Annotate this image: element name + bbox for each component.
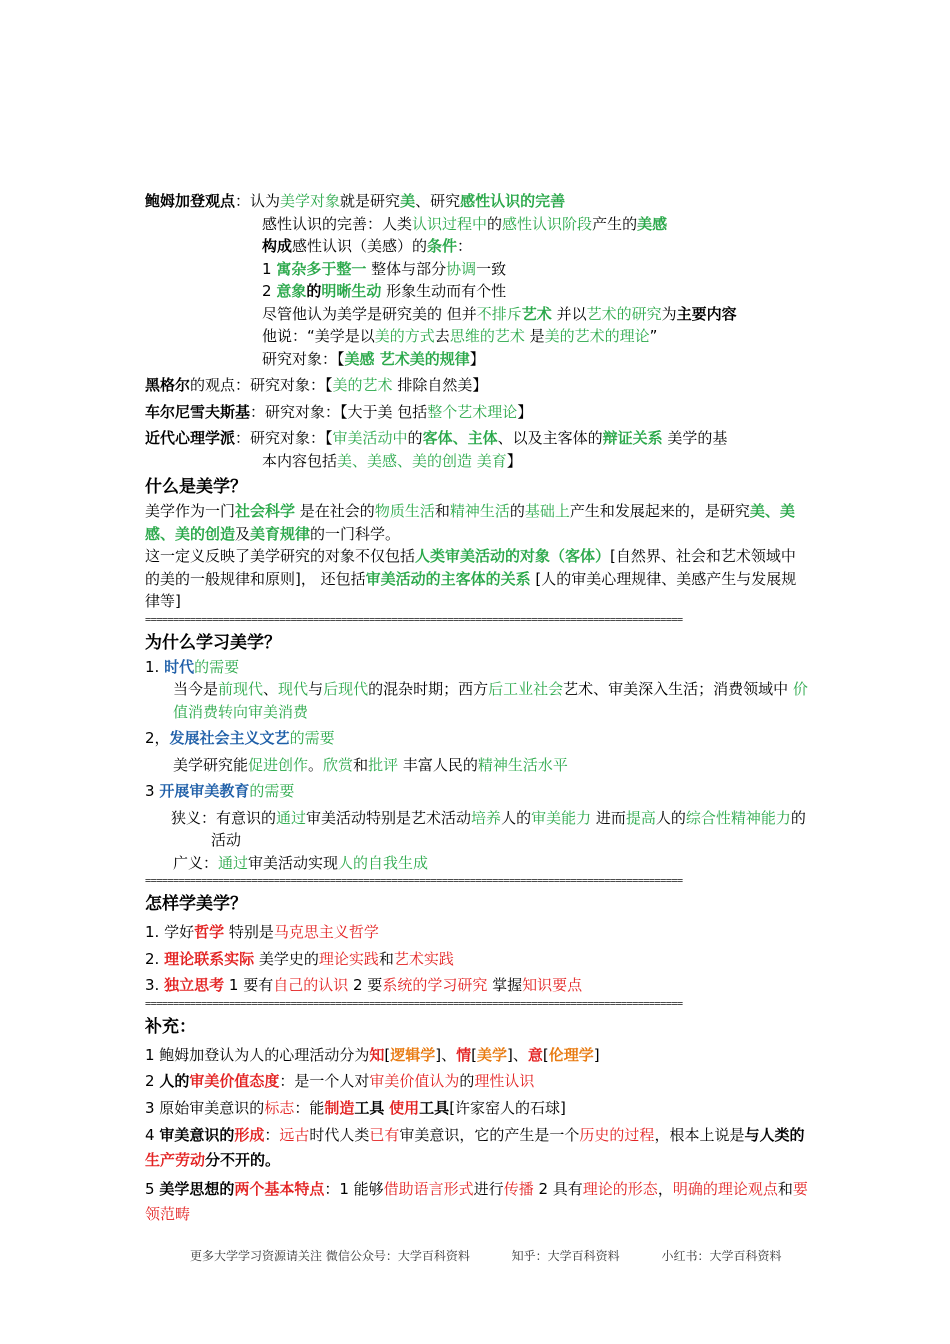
hegel-view [145,374,810,397]
supplement-item [145,1097,810,1120]
text-run: 5 [145,1180,160,1198]
text-run: 感性认识（美感）的 [292,237,428,255]
text-run: 2 [262,282,277,300]
how-item [145,974,810,997]
text-run: 审美价值认为 [369,1072,460,1090]
text-run: 美学对象 [280,192,341,210]
how-item [145,948,810,971]
text-run: [ [542,1045,549,1064]
text-run: 制造 [324,1098,355,1117]
separator: ================================================================================================ [145,875,683,887]
text-run: 2， [145,729,170,747]
text-run: 形成 [234,1126,265,1144]
text-run: 整体与部分 [366,259,447,278]
section-title-how: 怎样学美学？ [145,894,247,914]
section-title-what: 什么是美学？ [145,477,247,497]
text-run: 通过 [218,853,249,872]
baumgarten-line [262,213,810,236]
text-run: ： [264,1126,280,1144]
chernyshevsky-view [145,401,810,424]
text-run: 他说：“美学是以 [262,327,375,345]
text-run: 美学 [476,1045,507,1064]
text-run: 已有 [369,1126,400,1144]
baumgarten-line [262,348,810,371]
text-run: 使用 [389,1098,420,1117]
text-run: 历史的过程 [579,1126,655,1144]
text-run: 本内容包括 [262,451,338,470]
footer-xiaohongshu: 小红书：大学百科资料 [661,1249,782,1263]
psych-view [145,427,810,450]
text-run: 感性认识阶段 [502,214,593,233]
text-run: 和 [777,1180,793,1198]
text-run: 发展社会主义文艺 [169,729,290,747]
text-run: ] [593,1045,600,1064]
text-run: ：是一个人对 [279,1072,370,1090]
baumgarten-intro [145,190,810,213]
text-run: ：研究对象：【 [235,429,333,447]
text-run: 不排斥 [476,304,522,323]
text-run: 明确的理论观点 [672,1180,778,1198]
text-run: 工具 [419,1098,450,1117]
text-run: 和 [378,949,394,968]
text-run: 培养 [471,808,502,827]
text-run: 1. [145,657,165,676]
text-run: 的 [509,502,525,520]
text-run: 1 [262,259,277,278]
text-run: 理性认识 [474,1072,535,1090]
text-run: 进而 [591,808,626,827]
text-run: 两个基本特点 [234,1180,325,1198]
text-run: 精神生活 [449,502,510,520]
text-run: 人的 [159,1072,190,1090]
text-run: 黑格尔 [145,376,191,394]
text-run: 美的方式 [374,327,435,345]
text-run: 进行 [473,1180,504,1198]
text-run: 美的艺术 [332,376,393,394]
text-run: [ [384,1045,391,1064]
what-paragraph-2 [145,545,810,613]
section-title-why: 为什么学习美学？ [145,632,281,653]
text-run: 借助语言形式 [383,1180,474,1198]
text-run: 1 要有 [224,976,274,994]
text-run: 时代 [164,657,195,676]
text-run: 前现代 [218,680,264,698]
text-run: ]、 [506,1045,528,1064]
baumgarten-line [262,280,810,303]
text-run: 后现代 [323,680,369,698]
text-run: 的活动 [211,808,806,849]
text-run: 产生的 [592,214,638,233]
separator: ================================================================================================ [145,997,683,1010]
why-item-body [145,807,810,852]
text-run: 艺术、审美深入生活；消费领域中 [563,680,793,698]
text-run: 的混杂时期；西方 [368,680,489,698]
text-run: 2 具有 [533,1180,583,1198]
text-run: 综合性精神能力 [685,808,791,827]
text-run: 与 [308,680,324,698]
text-run: ：能 [294,1098,325,1117]
text-run: 美感 [637,214,668,233]
why-item-body [145,754,810,777]
text-run: 美学研究能 [173,755,249,774]
text-run: 鲍姆加登观点 [145,192,236,210]
text-run: 系统的学习研究 [382,976,488,994]
text-run: 产生和发展起来的，是研究 [569,502,750,520]
baumgarten-line [262,235,810,258]
text-run: 逻辑学 [390,1045,436,1064]
text-run: 知识要点 [522,976,583,994]
why-item-head [145,727,810,750]
text-run: 掌握 [487,976,523,994]
text-run: 这一定义反映了美学研究的对象不仅包括 [145,547,416,565]
text-run: 1. 学好 [145,923,195,941]
text-run: 寓杂多于整一 [276,259,367,278]
text-run: 并以 [551,304,587,323]
text-run: 、 [263,680,279,698]
text-run: [许家窑人的石球] [449,1098,566,1117]
text-run: 哲学 [194,923,225,941]
text-run: [ [471,1045,477,1064]
text-run: 美学史的 [254,949,319,968]
text-run: 客体、主体 [422,429,498,447]
text-run: 美 [400,192,416,210]
text-run: 去 [434,327,450,345]
text-run: 人的自我生成 [338,853,429,872]
text-run: 尽管他认为美学是研究美的 但并 [262,304,477,323]
text-run: 近代心理学派 [145,429,236,447]
text-run: 意 [527,1045,543,1064]
text-run: 马克思主义哲学 [273,923,379,941]
text-run: ：认为 [235,192,281,210]
text-run: 整个艺术理论 [427,402,518,421]
text-run: 审美价值态度 [189,1072,280,1090]
text-run: 1 鲍姆加登认为人的心理活动分为 [145,1045,370,1064]
text-run: 通过 [276,808,307,827]
text-run: 的观点：研究对象：【 [190,376,333,394]
baumgarten-details [145,213,810,371]
text-run: 后工业社会 [488,680,564,698]
what-paragraph-1 [145,500,810,545]
text-run: 知 [369,1045,385,1064]
supplement-item [145,1177,810,1227]
document-body [145,190,810,1227]
text-run: 狭义：有意识的 [171,808,277,827]
text-run: 审美活动中 [332,429,408,447]
text-run: 美、美感、美的创造 美育 [337,451,507,470]
how-item [145,921,810,944]
text-run: 特别是 [224,923,274,941]
text-run: 4 [145,1126,160,1144]
text-run: 人的 [655,808,686,827]
text-run: 艺术 [521,304,552,323]
text-run: 美、美感、美的创造 [145,502,795,543]
text-run: 条件 [427,237,458,255]
text-run: 美学的基 [662,429,728,447]
text-run: 丰富人民的 [398,755,478,774]
baumgarten-line [262,325,810,348]
text-run: 协调 [446,259,477,278]
text-run: 认识过程中 [412,214,488,233]
text-run: 标志 [264,1098,295,1117]
text-run: ，根本上说是 [654,1126,745,1144]
text-run: 理论实践 [318,949,379,968]
text-run: 的 [407,429,423,447]
text-run: 美的艺术的理论 [544,327,650,345]
baumgarten-line [262,258,810,281]
text-run: 现代 [278,680,309,698]
text-run: ， [657,1180,673,1198]
text-run: 情 [456,1045,472,1064]
why-item-body [145,852,810,875]
text-run: 审美意识，它的产生是一个 [399,1126,580,1144]
text-run: ： [457,237,473,255]
text-run: 价值消费转向审美消费 [173,680,808,721]
text-run: 和 [434,502,450,520]
text-run: 理论的形态 [582,1180,658,1198]
text-run: 2. [145,949,165,968]
text-run: 辩证关系 [602,429,663,447]
supplement-item [145,1123,810,1173]
footer-wechat: 更多大学学习资源请关注 微信公众号：大学百科资料 [190,1249,470,1263]
text-run: 开展审美教育 [159,782,250,800]
text-run: 批评 [368,755,399,774]
text-run: 人的 [501,808,532,827]
text-run: 的 [487,214,503,233]
text-run: 伦理学 [548,1045,594,1064]
text-run: ：1 能够 [324,1180,384,1198]
text-run: 2 要 [348,976,383,994]
why-item-body [145,678,810,723]
text-run: 】 [517,402,533,421]
text-run: 精神生活水平 [477,755,568,774]
section-title-supplement: 补充： [145,1016,196,1037]
text-run: 美育规律 [250,524,311,543]
text-run: 审美意识的 [159,1126,235,1144]
text-run: 思维的艺术 [449,327,525,345]
text-run: 分不开的。 [205,1151,281,1169]
supplement-item [145,1044,810,1067]
text-run: 美感 艺术美的规律 [344,349,470,368]
footer-zhihu: 知乎：大学百科资料 [511,1249,620,1263]
text-run: 提高 [625,808,656,827]
text-run: 车尔尼雪夫斯基 [145,402,251,421]
text-run: 是在社会的 [295,502,375,520]
text-run: 】 [506,451,522,470]
text-run: 意象 [276,282,307,300]
text-run: 的一门科学。 [310,524,401,543]
text-run: 美学思想的 [159,1180,235,1198]
psych-view-cont [145,450,810,473]
text-run: 促进创作 [248,755,309,774]
text-run: ：研究对象：【大于美 包括 [250,402,428,421]
text-run: 物质生活 [374,502,435,520]
text-run: 形象生动而有个性 [381,282,507,300]
text-run: 的 [306,282,322,300]
text-run: 感性认识的完善：人类 [262,214,413,233]
text-run: 生产劳动 [145,1151,206,1169]
text-run: 艺术实践 [393,949,454,968]
text-run: 研究对象：【 [262,349,345,368]
text-run: 、以及主客体的 [497,429,603,447]
baumgarten-line [262,303,810,326]
text-run: 社会科学 [235,502,296,520]
supplement-item [145,1070,810,1093]
text-run: 传播 [503,1180,534,1198]
text-run: 理论联系实际 [164,949,255,968]
why-item-head [145,780,810,803]
text-run: 审美活动的主客体的关系 [365,569,531,588]
text-run: 审美活动实现 [248,853,339,872]
text-run: 欣赏 [323,755,354,774]
text-run: 2 [145,1072,160,1090]
text-run: ” [649,327,658,345]
text-run: [自然界、社会和艺术领域中的美的一般规律和原则]， 还包括 [145,547,796,588]
text-run: 时代人类 [309,1126,370,1144]
text-run: 独立思考 [164,976,225,994]
text-run: 】 [469,349,485,368]
text-run: 自己的认识 [273,976,349,994]
text-run: 的 [459,1072,475,1090]
text-run: 的需要 [289,729,335,747]
text-run: 远古 [279,1126,310,1144]
text-run: 人类审美活动的对象（客体） [415,547,611,565]
text-run: 广义： [173,853,219,872]
text-run: 就是研究 [340,192,401,210]
text-run: 是 [524,327,545,345]
text-run: ]、 [435,1045,457,1064]
text-run: 。 [308,755,324,774]
text-run: 与人类的 [744,1126,805,1144]
text-run: 要领范畴 [145,1180,808,1223]
text-run: 审美活动特别是艺术活动 [306,808,472,827]
separator: ================================================================================================ [145,613,683,626]
text-run: 的需要 [249,782,295,800]
text-run: 的需要 [194,657,240,676]
text-run: 3. [145,976,165,994]
text-run: [人的审美心理规律、美感产生与发展规律等] [145,569,797,610]
text-run: 审美能力 [531,808,592,827]
text-run: 、研究 [415,192,461,210]
text-run: 和 [353,755,369,774]
text-run: 基础上 [524,502,570,520]
why-item-head [145,656,810,679]
text-run: 一致 [476,259,507,278]
page-footer [190,1247,850,1264]
text-run: 明晰生动 [321,282,382,300]
text-run: 美学作为一门 [145,502,236,520]
text-run: 为 [661,304,677,323]
text-run: 排除自然美】 [392,376,488,394]
text-run: 及 [235,524,251,543]
text-run: 3 [145,782,160,800]
text-run: 艺术的研究 [586,304,662,323]
text-run: 主要内容 [676,304,737,323]
text-run: 3 原始审美意识的 [145,1098,265,1117]
text-run: 工具 [354,1098,385,1117]
text-run: 当今是 [173,680,219,698]
text-run: 感性认识的完善 [460,192,566,210]
text-run: 构成 [262,237,293,255]
